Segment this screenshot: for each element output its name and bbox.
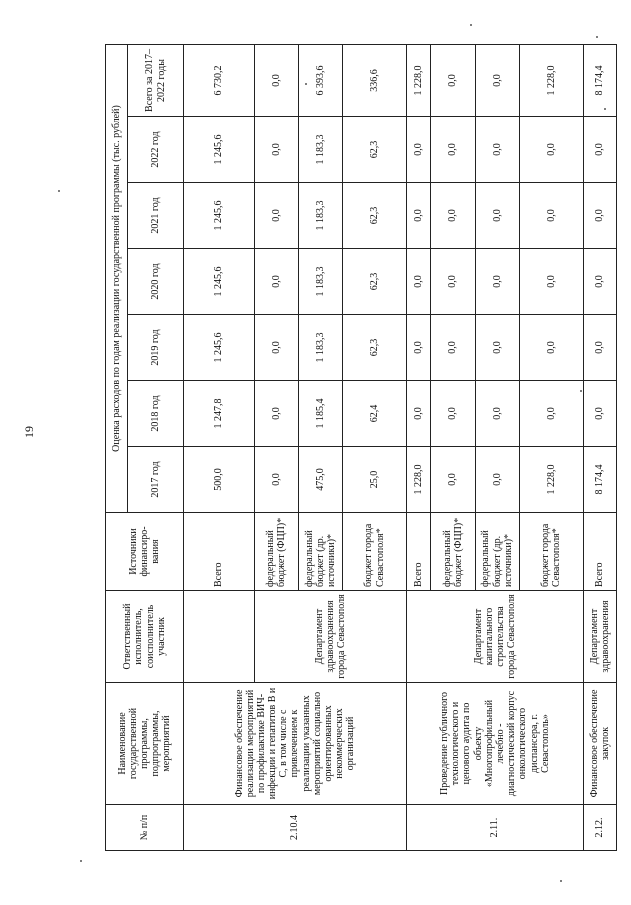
header-year: 2020 год (128, 249, 184, 315)
funding-source: федеральный бюджет (ФЦП)* (254, 513, 298, 591)
value-cell: 0,0 (583, 183, 616, 249)
value-cell: 0,0 (583, 249, 616, 315)
activity-name: Финансовое обеспечение реализации мероприятий по профилактике ВИЧ-инфекции и гепатитов B и C, в том числе с привлечением к реализации указанных мероприятий социально ориентированных некоммерческих организаций (184, 683, 407, 805)
value-cell: 62,3 (343, 117, 407, 183)
budget-table (105, 44, 617, 851)
page-number: 19 (22, 426, 36, 438)
value-cell: 0,0 (583, 117, 616, 183)
funding-source: Всего (184, 513, 255, 591)
scan-speck (470, 24, 472, 26)
header-year: 2022 год (128, 117, 184, 183)
activity-name: Финансовое обеспечение закупок (583, 683, 616, 805)
value-cell: 475,0 (298, 447, 342, 513)
total-cell: 8 174,4 (583, 44, 616, 116)
value-cell: 1 245,6 (184, 315, 255, 381)
value-cell: 0,0 (431, 183, 475, 249)
value-cell: 62,3 (343, 249, 407, 315)
scan-speck (58, 190, 60, 192)
value-cell: 1 228,0 (407, 447, 431, 513)
value-cell: 1 183,3 (298, 249, 342, 315)
scan-speck (560, 880, 562, 882)
scan-speck (596, 36, 598, 38)
responsible-executor: Департамент капитального строительства города Севастополя (407, 591, 584, 683)
header-total: Всего за 2017–2022 годы (128, 44, 184, 116)
value-cell: 62,3 (343, 183, 407, 249)
funding-source: федеральный бюджет (др. источники)* (298, 513, 342, 591)
row-number: 2.11. (407, 805, 584, 851)
total-cell: 336,6 (343, 44, 407, 116)
header-year: 2021 год (128, 183, 184, 249)
row-number: 2.10.4 (184, 805, 407, 851)
value-cell: 0,0 (254, 183, 298, 249)
value-cell: 0,0 (254, 249, 298, 315)
total-cell: 1 228,0 (519, 44, 583, 116)
value-cell: 0,0 (407, 381, 431, 447)
value-cell: 0,0 (519, 117, 583, 183)
value-cell: 0,0 (583, 381, 616, 447)
responsible-executor: Департамент здравоохранения города Севастополя (254, 591, 406, 683)
value-cell: 25,0 (343, 447, 407, 513)
value-cell: 0,0 (475, 117, 519, 183)
value-cell: 1 245,6 (184, 183, 255, 249)
value-cell: 1 185,4 (298, 381, 342, 447)
scan-speck (80, 860, 82, 862)
value-cell: 0,0 (519, 249, 583, 315)
value-cell: 0,0 (519, 315, 583, 381)
value-cell: 0,0 (431, 447, 475, 513)
value-cell: 0,0 (407, 315, 431, 381)
value-cell: 1 245,6 (184, 117, 255, 183)
value-cell: 0,0 (407, 183, 431, 249)
value-cell: 0,0 (431, 249, 475, 315)
value-cell: 0,0 (583, 315, 616, 381)
value-cell: 1 228,0 (519, 447, 583, 513)
table-row (184, 44, 255, 850)
value-cell: 0,0 (431, 381, 475, 447)
funding-source: бюджет города Севастополя* (519, 513, 583, 591)
header-year: 2019 год (128, 315, 184, 381)
funding-source: федеральный бюджет (ФЦП)* (431, 513, 475, 591)
value-cell: 0,0 (431, 117, 475, 183)
value-cell: 1 183,3 (298, 117, 342, 183)
table-row (583, 44, 616, 850)
value-cell: 0,0 (431, 315, 475, 381)
funding-source: бюджет города Севастополя* (343, 513, 407, 591)
scan-speck (604, 108, 606, 110)
value-cell: 0,0 (475, 183, 519, 249)
total-cell: 1 228,0 (407, 44, 431, 116)
header-num: № п/п (106, 805, 184, 851)
value-cell: 0,0 (254, 381, 298, 447)
value-cell: 0,0 (519, 183, 583, 249)
scan-speck (580, 390, 582, 392)
activity-name: Проведение публичного технологического и ценового аудита по объекту «Многопрофильный лечебно - диагностический корпус онкологического диспансера, г. Севастополь» (407, 683, 584, 805)
value-cell: 1 245,6 (184, 249, 255, 315)
value-cell: 0,0 (475, 381, 519, 447)
value-cell: 1 183,3 (298, 315, 342, 381)
responsible-executor: Департамент здравоохранения (583, 591, 616, 683)
total-cell: 0,0 (254, 44, 298, 116)
scan-speck (305, 83, 307, 85)
total-cell: 0,0 (431, 44, 475, 116)
value-cell: 0,0 (254, 315, 298, 381)
header-source: Источники финансиро-вания (106, 513, 184, 591)
header-estimate-group: Оценка расходов по годам реализации государственной программы (тыс. рублей) (106, 44, 128, 512)
table-row (407, 44, 431, 850)
value-cell: 0,0 (475, 447, 519, 513)
value-cell: 0,0 (475, 249, 519, 315)
total-cell: 0,0 (475, 44, 519, 116)
value-cell: 0,0 (254, 447, 298, 513)
header-year: 2017 год (128, 447, 184, 513)
header-year: 2018 год (128, 381, 184, 447)
value-cell: 500,0 (184, 447, 255, 513)
value-cell: 0,0 (475, 315, 519, 381)
value-cell: 1 183,3 (298, 183, 342, 249)
total-cell: 6 393,6 (298, 44, 342, 116)
value-cell: 62,3 (343, 315, 407, 381)
value-cell: 0,0 (407, 117, 431, 183)
funding-source: федеральный бюджет (др. источники)* (475, 513, 519, 591)
value-cell: 8 174,4 (583, 447, 616, 513)
header-responsible: Ответственный исполнитель, соисполнитель участник (106, 591, 184, 683)
value-cell: 1 247,8 (184, 381, 255, 447)
value-cell: 62,4 (343, 381, 407, 447)
total-cell: 6 730,2 (184, 44, 255, 116)
value-cell: 0,0 (407, 249, 431, 315)
responsible-executor (184, 591, 255, 683)
value-cell: 0,0 (254, 117, 298, 183)
value-cell: 0,0 (519, 381, 583, 447)
row-number: 2.12. (583, 805, 616, 851)
budget-table-wrapper (105, 45, 617, 851)
funding-source: Всего (583, 513, 616, 591)
header-name: Наименование государственной программы, подпрограммы, мероприятий (106, 683, 184, 805)
funding-source: Всего (407, 513, 431, 591)
